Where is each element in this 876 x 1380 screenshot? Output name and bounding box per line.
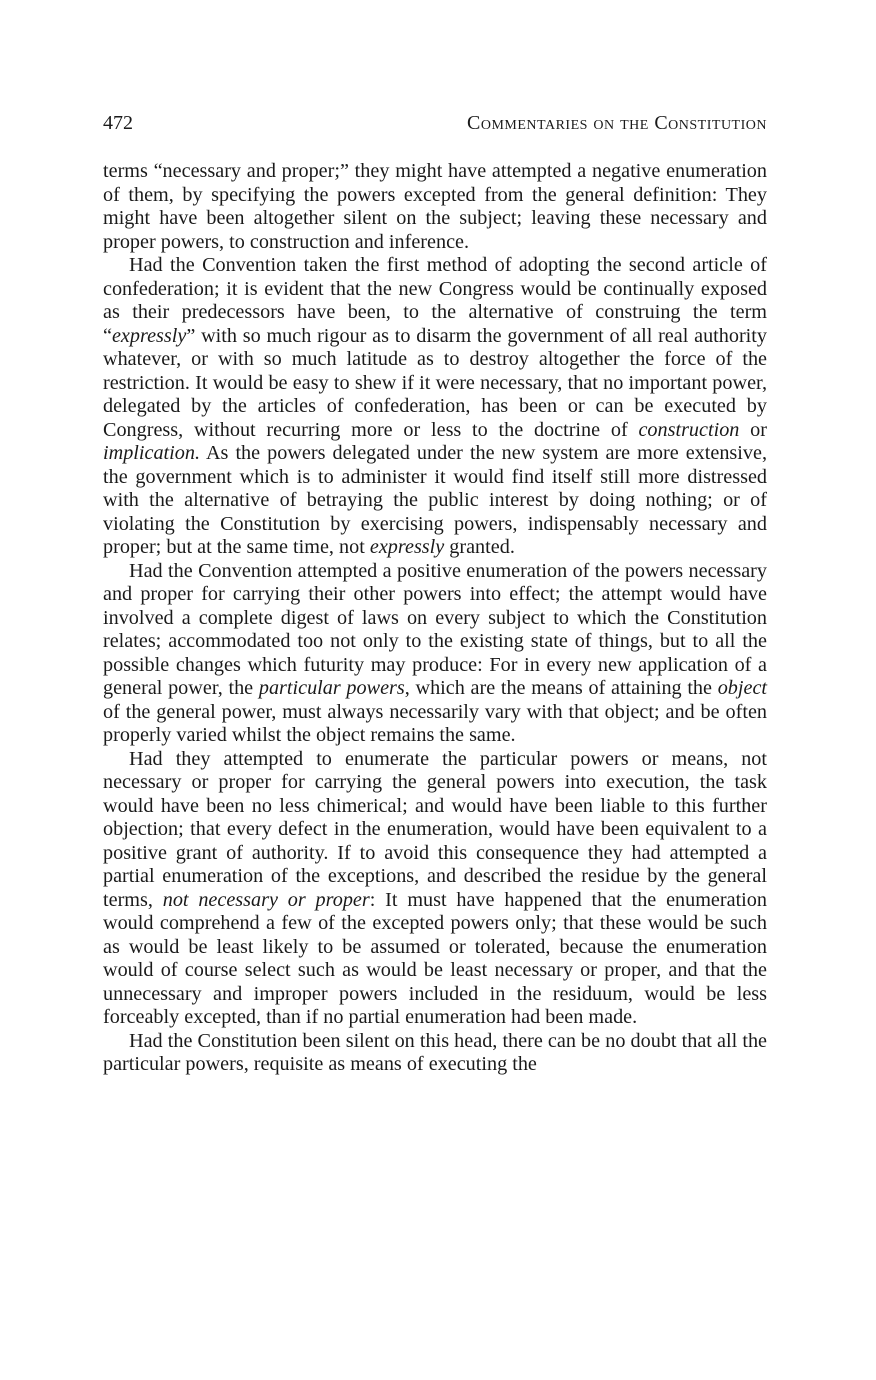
paragraph-4-run-3: : It must have happened that the enumeration would comprehend a few of the excepted powers only; that these would be such as would be least likely to be assumed or tolerated, because the enumeration would of course select such as would be least necessary or proper, and that the unnecessary and improper powers included in the residuum, would be less forceably excepted, than if no partial enumeration had been made. bbox=[103, 888, 767, 1028]
paragraph-2-run-1: Had the Convention taken the first method of adopting the second article of confederation; it is evident that the new Congress would be continually exposed as their predecessors have been, to the alternative of construing the term “ bbox=[103, 254, 767, 347]
paragraph-4-run-2: not necessary or proper bbox=[162, 888, 370, 911]
paragraph-3-run-3: , which are the means of attaining the bbox=[404, 677, 718, 699]
paragraph-2-run-7: As the powers delegated under the new system are more extensive, the government which is to administer it would find itself still more distressed with the alternative of betraying the public interest by doing nothing; or of violating the Constitution by exercising powers, indispensably necessary and proper; but at the same time, not bbox=[103, 442, 767, 558]
running-title: Commentaries on the Constitution bbox=[467, 112, 767, 134]
paragraph-2-run-6: implication. bbox=[103, 442, 201, 464]
paragraph-2-run-3: ” with so much rigour as to disarm the government of all real authority whatever, or with so much latitude as to destroy altogether the force of the restriction. It would be easy to shew if it were necessary, that no important power, delegated by the articles of confederation, has been or can be executed by Congress, without recurring more or less to the doctrine of bbox=[103, 324, 767, 441]
paragraph-3-run-1: Had the Convention attempted a positive enumeration of the powers necessary and proper for carrying their other powers into effect; the attempt would have involved a complete digest of laws on every subject to which the Constitution relates; accommodated too not only to the existing state of things, but to all the possible changes which futurity may produce: For in every new application of a general power, the bbox=[103, 559, 767, 699]
paragraph-2 bbox=[103, 254, 767, 560]
paragraph-2-run-8: expressly bbox=[369, 536, 445, 558]
book-page bbox=[103, 112, 767, 1077]
paragraph-1-run-1: terms “necessary and proper;” they might have attempted a negative enumeration of them, by specifying the powers excepted from the general definition: They might have been altogether silent on the subject; leaving these necessary and proper powers, to construction and inference. bbox=[103, 160, 767, 253]
paragraph-4 bbox=[103, 748, 767, 1030]
paragraph-2-run-2: expressly bbox=[111, 324, 187, 347]
paragraph-4-run-1: Had they attempted to enumerate the particular powers or means, not necessary or proper for carrying the general powers into execution, the task would have been no less chimerical; and would have been liable to this further objection; that every defect in the enumeration, would have been equivalent to a positive grant of authority. If to avoid this consequence they had attempted a partial enumeration of the exceptions, and described the residue by the general terms, bbox=[103, 747, 767, 911]
paragraph-3-run-5: of the general power, must always necessarily vary with that object; and be often properly varied whilst the object remains the same. bbox=[103, 700, 767, 746]
running-head bbox=[103, 112, 767, 142]
paragraph-2-run-4: construction bbox=[638, 418, 740, 441]
body-text bbox=[103, 160, 767, 1077]
paragraph-2-run-9: granted. bbox=[444, 536, 515, 558]
page-number: 472 bbox=[103, 112, 133, 134]
paragraph-5 bbox=[103, 1030, 767, 1077]
paragraph-3-run-4: object bbox=[717, 677, 768, 699]
paragraph-3 bbox=[103, 560, 767, 748]
paragraph-3-run-2: particular powers bbox=[258, 677, 405, 699]
paragraph-2-run-5: or bbox=[739, 418, 767, 441]
paragraph-5-run-1: Had the Constitution been silent on this head, there can be no doubt that all the particular powers, requisite as means of executing the bbox=[103, 1029, 767, 1075]
paragraph-1 bbox=[103, 160, 767, 254]
